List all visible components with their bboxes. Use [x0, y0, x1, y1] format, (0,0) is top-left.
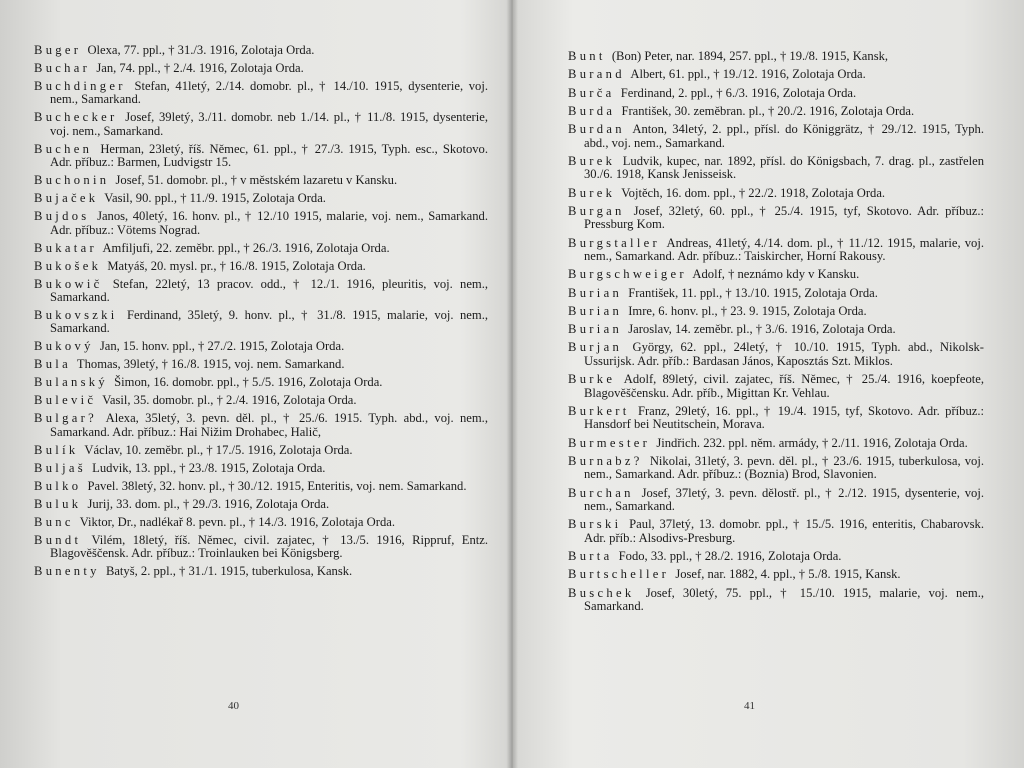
- list-item: [34, 444, 488, 457]
- entry-details: Vojtěch, 16. dom. ppl., † 22./2. 1918, Zolotaja Orda.: [621, 185, 886, 200]
- list-item: [34, 62, 488, 75]
- entry-details: Janos, 40letý, 16. honv. pl., † 12./10 1915, malarie, voj. nem., Samarkand. Adr. příbuz.: Vötems Nograd.: [50, 209, 488, 237]
- entry-details: Anton, 34letý, 2. ppl., přísl. do Königgrätz, † 29./12. 1915, Typh. abd., voj. nem., Samarkand.: [584, 122, 984, 150]
- entry-details: Pavel. 38letý, 32. honv. pl., † 30./12. 1915, Enteritis, voj. nem. Samarkand.: [87, 478, 467, 493]
- surname: Bunc: [34, 514, 74, 529]
- entry-details: Ferdinand, 2. ppl., † 6./3. 1916, Zolotaja Orda.: [620, 85, 857, 100]
- entry-details: Paul, 37letý, 13. domobr. ppl., † 15./5. 1916, enteritis, Chabarovsk. Adr. příb.: Alsodivs-Presburg.: [584, 517, 984, 545]
- page-number: 40: [228, 700, 239, 712]
- surname: Bulko: [34, 478, 82, 493]
- list-item: [568, 568, 984, 581]
- entry-details: Jurij, 33. dom. pl., † 29./3. 1916, Zolotaja Orda.: [87, 496, 330, 511]
- list-item: [34, 480, 488, 493]
- entry-details: Adolf, 89letý, civil. zajatec, říš. Němec, † 25./4. 1916, koepfeote, Blagověščensku. Adr. příb., Migittan Kr. Vehlau.: [584, 372, 984, 400]
- list-item: [568, 268, 984, 281]
- list-item: [34, 192, 488, 205]
- entry-details: Stefan, 22letý, 13 pracov. odd., † 12./1. 1916, pleuritis, voj. nem., Samarkand.: [50, 276, 488, 305]
- surname: Burjan: [568, 340, 623, 355]
- list-item: [568, 405, 984, 432]
- surname: Bunenty: [34, 564, 100, 579]
- list-item: [568, 455, 984, 482]
- entry-details: František, 30. zeměbran. pl., † 20./2. 1916, Zolotaja Orda.: [621, 103, 915, 118]
- entry-details: Vilém, 18letý, říš. Němec, civil. zajatec, † 13./5. 1916, Rippruf, Entz. Blagověščensk. Adr. příbuz.: Troinlauken bei Königsberg.: [50, 532, 489, 561]
- entry-details: František, 11. ppl., † 13./10. 1915, Zolotaja Orda.: [628, 285, 878, 300]
- list-item: [34, 534, 488, 561]
- surname: Bujaček: [34, 191, 99, 206]
- surname: Bulevič: [34, 393, 97, 408]
- list-item: [568, 155, 984, 182]
- surname: Bukowič: [34, 276, 103, 291]
- entry-details: Albert, 61. ppl., † 19./12. 1916, Zolotaja Orda.: [630, 67, 866, 82]
- surname: Buchonin: [34, 173, 110, 188]
- surname: Buschek: [568, 585, 635, 600]
- entry-list: [568, 50, 984, 613]
- list-item: [34, 278, 488, 305]
- surname: Burgstaller: [568, 235, 661, 250]
- surname: Bukatar: [34, 240, 97, 255]
- list-item: [568, 87, 984, 100]
- entry-details: Fodo, 33. ppl., † 28./2. 1916, Zolotaja Orda.: [618, 549, 842, 563]
- surname: Burnabz?: [568, 453, 643, 468]
- entry-details: Nikolai, 31letý, 3. pevn. děl. pl., † 23./6. 1915, tuberkulosa, voj. nem., Samarkand. Adr. příbuz.: (Boznia) Brod, Slavonien.: [584, 453, 984, 482]
- entry-details: György, 62. ppl., 24letý, † 10./10. 1915, Typh. abd., Nikolsk-Ussurijsk. Adr. příb.: Bardasan János, Kaposztás Szt. Miklos.: [584, 340, 984, 368]
- surname: Bula: [34, 357, 71, 372]
- entry-details: Josef, 32letý, 60. ppl., † 25./4. 1915, tyf, Skotovo. Adr. příbuz.: Pressburg Kom.: [584, 203, 984, 232]
- list-item: [568, 323, 984, 336]
- surname: Burgschweiger: [568, 267, 687, 282]
- entry-details: Václav, 10. zeměbr. pl., † 17./5. 1916, Zolotaja Orda.: [84, 442, 353, 457]
- list-item: [34, 516, 488, 529]
- list-item: [568, 237, 984, 264]
- entry-details: Josef, nar. 1882, 4. ppl., † 5./8. 1915, Kansk.: [675, 567, 901, 582]
- list-item: [568, 518, 984, 545]
- list-item: [34, 260, 488, 273]
- list-item: [568, 305, 984, 318]
- list-item: [34, 565, 488, 578]
- entry-details: Andreas, 41letý, 4./14. dom. pl., † 11./12. 1915, malarie, voj. nem., Samarkand. Adr. příbuz.: Taiskircher, Horní Rakousy.: [584, 235, 984, 263]
- surname: Bulík: [34, 442, 79, 457]
- entry-details: Jaroslav, 14. zeměbr. pl., † 3./6. 1916, Zolotaja Orda.: [628, 322, 896, 337]
- surname: Burian: [568, 285, 623, 300]
- list-item: [568, 205, 984, 232]
- list-item: [568, 341, 984, 368]
- entry-details: Stefan, 41letý, 2./14. domobr. pl., † 14./10. 1915, dysenterie, voj. nem., Samarkand.: [50, 79, 489, 107]
- surname: Buchecker: [34, 110, 118, 125]
- surname: Burta: [568, 549, 613, 563]
- surname: Bundt: [34, 532, 82, 547]
- entry-details: Franz, 29letý, 16. ppl., † 19./4. 1915, tyf, Skotovo. Adr. příbuz.: Hansdorf bei Neutitschein, Morava.: [584, 403, 984, 432]
- surname: Burtscheller: [568, 567, 670, 582]
- list-item: [34, 462, 488, 475]
- list-item: [568, 68, 984, 81]
- entry-details: Adolf, † neznámo kdy v Kansku.: [692, 267, 860, 282]
- list-item: [34, 242, 488, 255]
- list-item: [568, 550, 984, 563]
- surname: Buchdinger: [34, 79, 126, 93]
- surname: Burski: [568, 517, 622, 532]
- entry-details: Josef, 37letý, 3. pevn. dělostř. pl., † 2./12. 1915, dysenterie, voj. nem., Samarkand.: [584, 485, 984, 513]
- surname: Burkert: [568, 403, 630, 418]
- entry-details: Thomas, 39letý, † 16./8. 1915, voj. nem. Samarkand.: [76, 357, 345, 372]
- entry-details: Josef, 51. domobr. pl., † v městském lazaretu v Kansku.: [115, 173, 398, 188]
- surname: Burian: [568, 322, 623, 337]
- list-item: [34, 111, 488, 138]
- list-item: [34, 376, 488, 389]
- list-item: [568, 187, 984, 200]
- entry-details: Šimon, 16. domobr. ppl., † 5./5. 1916, Zolotaja Orda.: [114, 375, 383, 390]
- entry-details: Viktor, Dr., nadlékař 8. pevn. pl., † 14./3. 1916, Zolotaja Orda.: [79, 514, 395, 529]
- entry-details: Imre, 6. honv. pl., † 23. 9. 1915, Zolotaja Orda.: [628, 303, 867, 318]
- list-item: [34, 340, 488, 353]
- surname: Burda: [568, 103, 616, 118]
- surname: Bunt: [568, 49, 606, 63]
- surname: Buger: [34, 43, 82, 57]
- list-item: [34, 44, 488, 57]
- list-item: [34, 143, 488, 170]
- surname: Burča: [568, 85, 615, 100]
- surname: Buchar: [34, 61, 91, 75]
- list-item: [568, 123, 984, 150]
- entry-details: Amfiljufi, 22. zeměbr. ppl., † 26./3. 1916, Zolotaja Orda.: [102, 240, 390, 255]
- entry-details: Matyáš, 20. mysl. pr., † 16./8. 1915, Zolotaja Orda.: [107, 258, 366, 273]
- list-item: [34, 498, 488, 511]
- surname: Burek: [568, 185, 616, 200]
- surname: Bukošek: [34, 258, 102, 273]
- entry-details: Ludvik, kupec, nar. 1892, přísl. do Königsbach, 7. drag. pl., zastřelen 30./6. 1918, Kansk Jenisseisk.: [584, 153, 984, 182]
- list-item: [568, 487, 984, 514]
- surname: Burmester: [568, 435, 651, 450]
- list-item: [568, 373, 984, 400]
- surname: Burek: [568, 153, 616, 168]
- list-item: [34, 358, 488, 371]
- entry-details: Jan, 15. honv. ppl., † 27./2. 1915, Zolotaja Orda.: [99, 339, 345, 354]
- entry-details: Ferdinand, 35letý, 9. honv. pl., † 31./8. 1915, malarie, voj. nem., Samarkand.: [50, 308, 488, 336]
- surname: Buluk: [34, 496, 82, 511]
- list-item: [34, 412, 488, 439]
- entry-details: Vasil, 90. ppl., † 11./9. 1915, Zolotaja Orda.: [104, 191, 326, 206]
- surname: Buljaš: [34, 460, 86, 475]
- entry-details: (Bon) Peter, nar. 1894, 257. ppl., † 19./8. 1915, Kansk,: [611, 49, 889, 63]
- list-item: [34, 174, 488, 187]
- list-item: [34, 210, 488, 237]
- entry-details: Josef, 30letý, 75. ppl., † 15./10. 1915, malarie, voj. nem., Samarkand.: [584, 585, 984, 613]
- entry-list: [34, 44, 488, 579]
- entry-details: Ludvik, 13. ppl., † 23./8. 1915, Zolotaja Orda.: [92, 460, 326, 475]
- entry-details: Jan, 74. ppl., † 2./4. 1916, Zolotaja Orda.: [96, 61, 304, 75]
- surname: Burke: [568, 372, 616, 387]
- entry-details: Vasil, 35. domobr. pl., † 2./4. 1916, Zolotaja Orda.: [102, 393, 357, 408]
- list-item: [568, 437, 984, 450]
- list-item: [34, 309, 488, 336]
- surname: Burchan: [568, 485, 634, 500]
- surname: Buchen: [34, 141, 93, 156]
- surname: Bulgar?: [34, 411, 97, 426]
- list-item: [568, 105, 984, 118]
- surname: Bujdos: [34, 209, 90, 224]
- list-item: [568, 287, 984, 300]
- surname: Bukovszki: [34, 308, 118, 323]
- surname: Burian: [568, 303, 623, 318]
- entry-details: Josef, 39letý, 3./11. domobr. neb 1./14. pl., † 11./8. 1915, dysenterie, voj. nem., Samarkand.: [50, 110, 488, 138]
- right-page: [512, 0, 1024, 768]
- entry-details: Olexa, 77. ppl., † 31./3. 1916, Zolotaja Orda.: [87, 43, 315, 57]
- surname: Bulanský: [34, 375, 108, 390]
- list-item: [34, 394, 488, 407]
- list-item: [568, 50, 984, 63]
- entry-details: Jindřich. 232. ppl. něm. armády, † 2./11. 1916, Zolotaja Orda.: [656, 435, 968, 450]
- entry-details: Batyš, 2. ppl., † 31./1. 1915, tuberkulosa, Kansk.: [105, 564, 353, 579]
- entry-details: Herman, 23letý, říš. Němec, 61. ppl., † 27./3. 1915, Typh. esc., Skotovo. Adr. příbuz.: Barmen, Ludvigstr 15.: [50, 141, 488, 170]
- list-item: [34, 80, 488, 107]
- page-number: 41: [744, 700, 755, 712]
- surname: Burgan: [568, 203, 625, 218]
- surname: Burand: [568, 67, 625, 82]
- surname: Burdan: [568, 122, 625, 137]
- list-item: [568, 587, 984, 614]
- surname: Bukový: [34, 339, 94, 354]
- entry-details: Alexa, 35letý, 3. pevn. děl. pl., † 25./6. 1915. Typh. abd., voj. nem., Samarkand. Adr. příbuz.: Hai Nižim Drohabec, Halič,: [50, 411, 488, 439]
